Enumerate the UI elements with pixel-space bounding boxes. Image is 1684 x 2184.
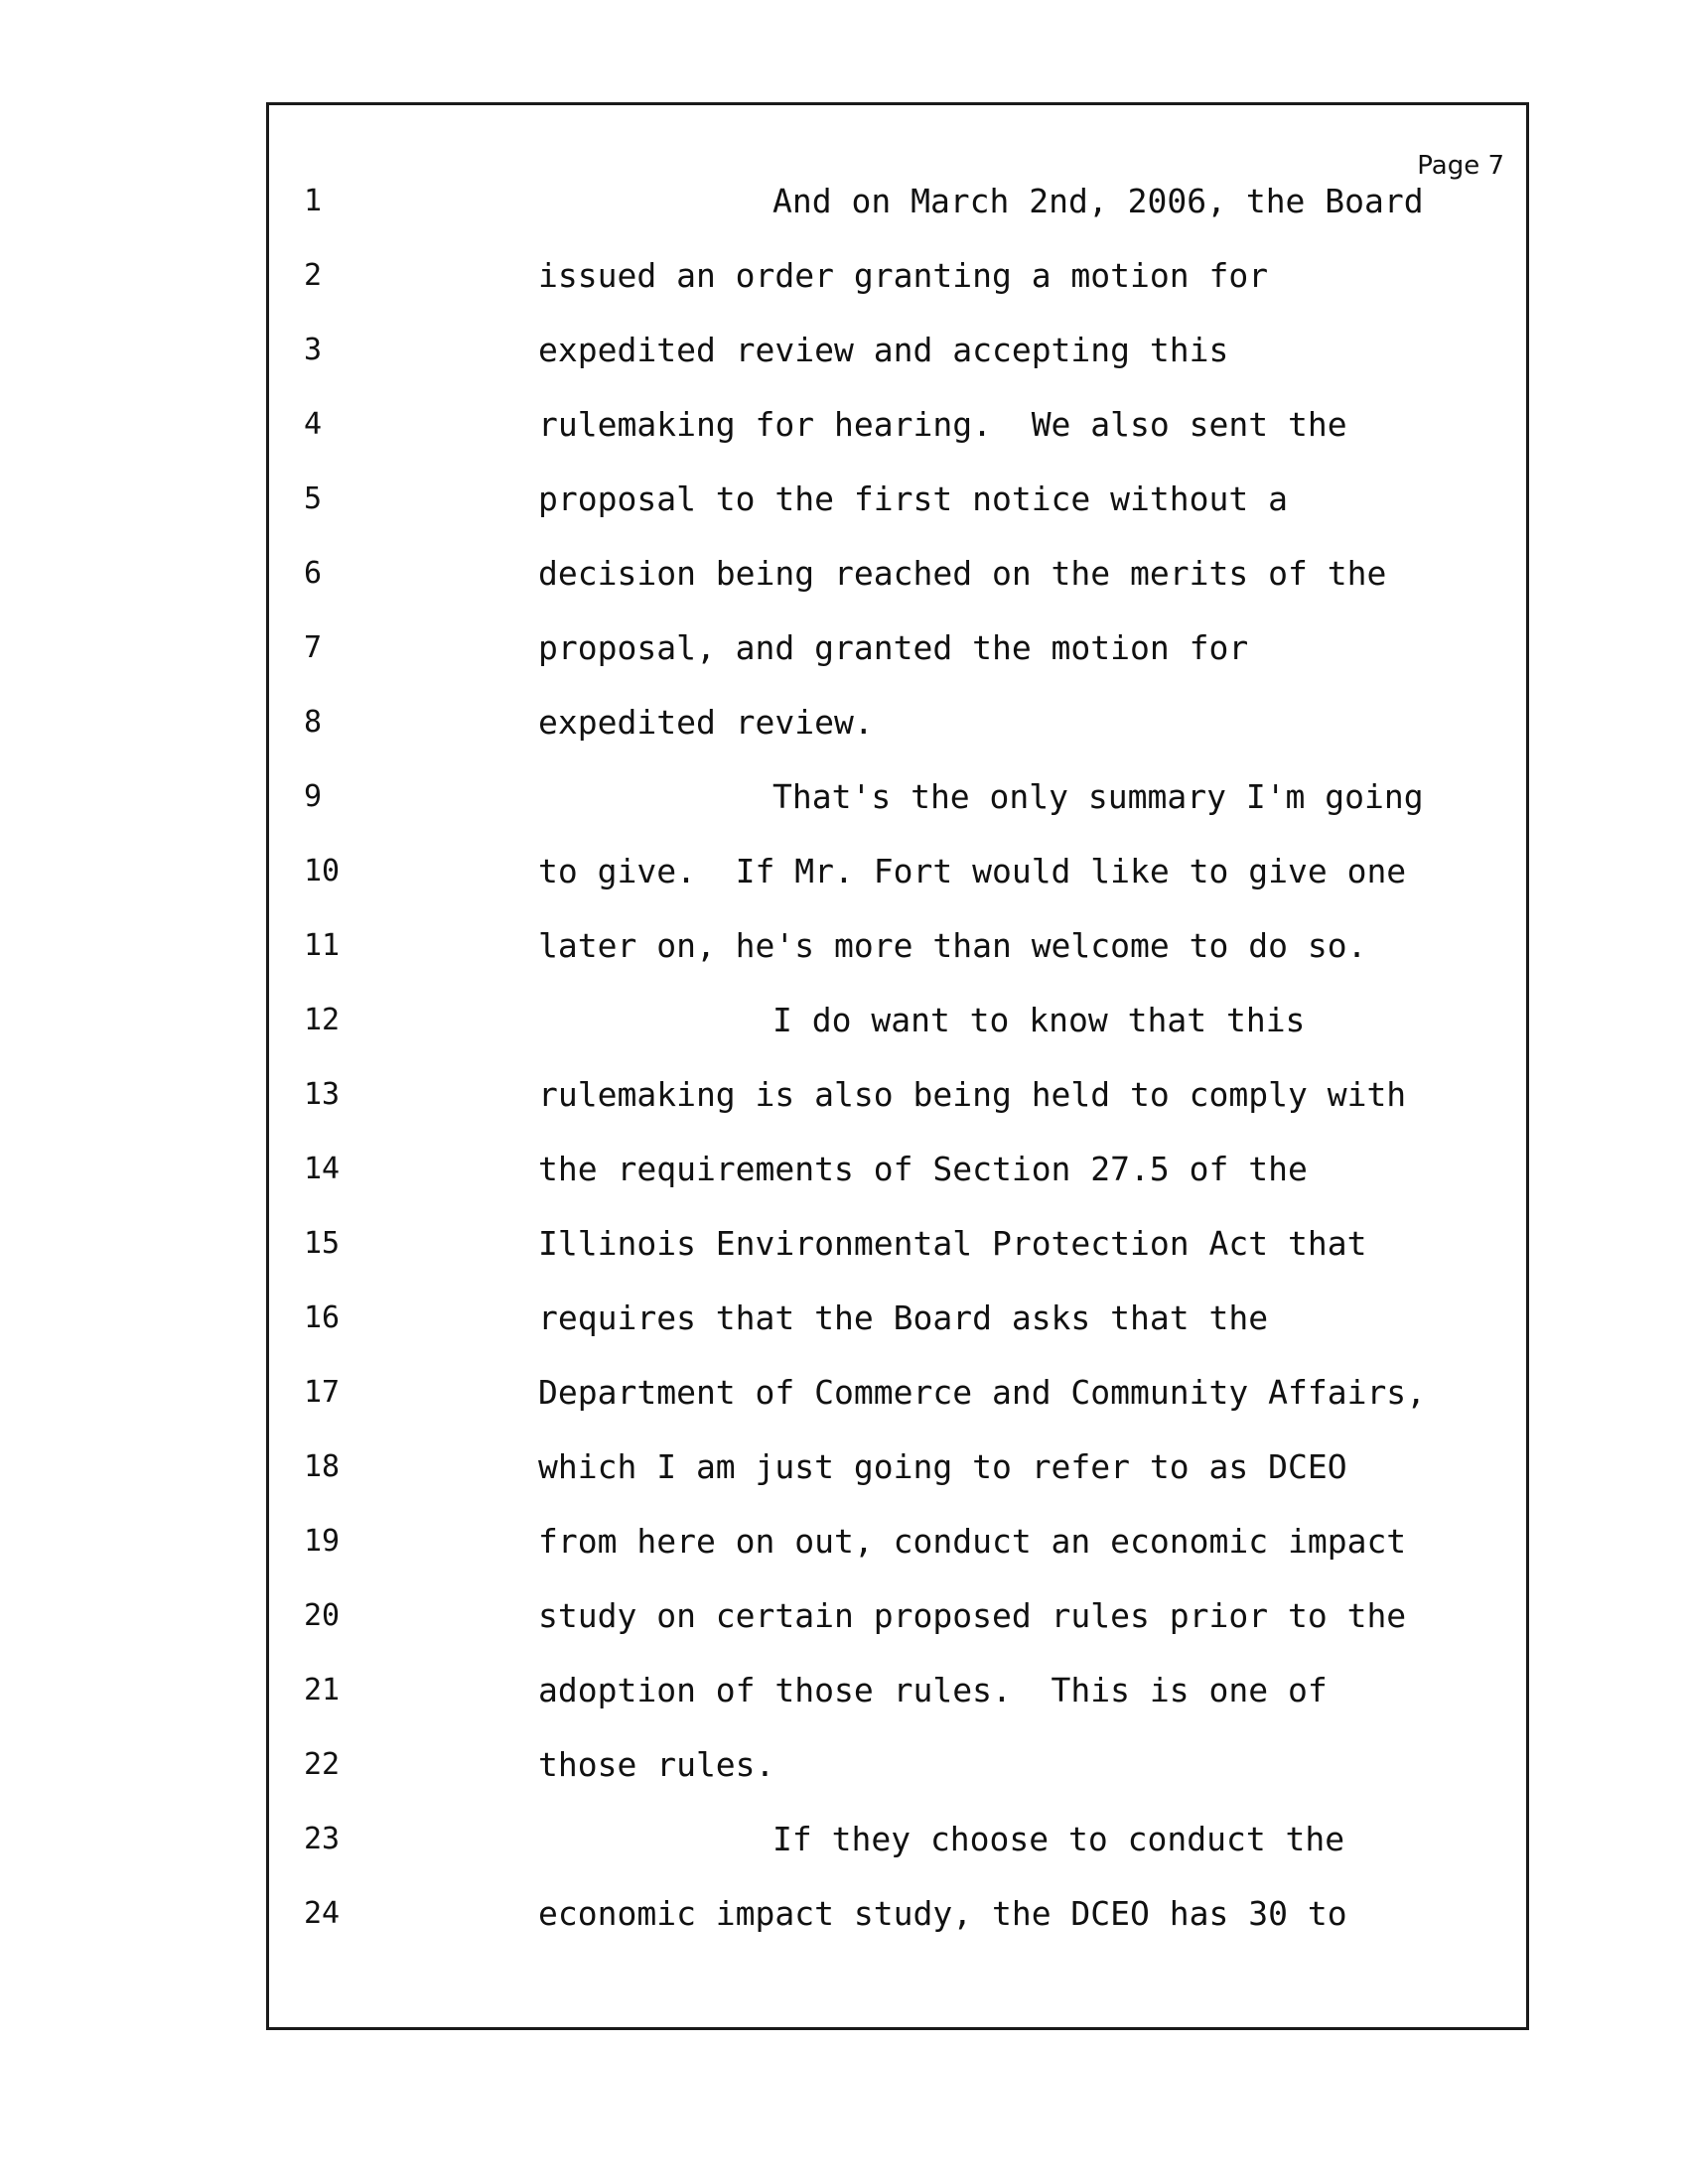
line-text: And on March 2nd, 2006, the Board bbox=[772, 182, 1424, 220]
transcript-line bbox=[269, 256, 1526, 334]
transcript-line bbox=[269, 1671, 1526, 1748]
line-number: 8 bbox=[304, 705, 323, 740]
line-number: 20 bbox=[304, 1598, 341, 1633]
transcript-line bbox=[269, 1820, 1526, 1897]
transcript-line bbox=[269, 1522, 1526, 1599]
line-text: which I am just going to refer to as DCEO bbox=[538, 1447, 1347, 1486]
transcript-line bbox=[269, 1224, 1526, 1301]
transcript-line bbox=[269, 777, 1526, 855]
line-number: 12 bbox=[304, 1003, 341, 1037]
line-text: adoption of those rules. This is one of bbox=[538, 1671, 1328, 1709]
line-number: 4 bbox=[304, 407, 323, 442]
transcript-line bbox=[269, 1894, 1526, 1972]
line-number: 18 bbox=[304, 1449, 341, 1484]
line-number: 6 bbox=[304, 556, 323, 591]
transcript-line bbox=[269, 554, 1526, 631]
transcript-line bbox=[269, 628, 1526, 706]
line-text: rulemaking for hearing. We also sent the bbox=[538, 405, 1347, 444]
line-text: If they choose to conduct the bbox=[772, 1820, 1345, 1858]
line-text: expedited review and accepting this bbox=[538, 331, 1229, 369]
transcript-line bbox=[269, 1150, 1526, 1227]
line-number: 21 bbox=[304, 1673, 341, 1707]
line-number: 9 bbox=[304, 779, 323, 814]
line-text: I do want to know that this bbox=[772, 1001, 1306, 1039]
transcript-page bbox=[266, 102, 1529, 2030]
transcript-line bbox=[269, 703, 1526, 780]
transcript-line bbox=[269, 1075, 1526, 1153]
line-number: 2 bbox=[304, 258, 323, 293]
line-number: 16 bbox=[304, 1300, 341, 1335]
line-text: Illinois Environmental Protection Act that bbox=[538, 1224, 1367, 1263]
line-text: That's the only summary I'm going bbox=[772, 777, 1424, 816]
line-number: 5 bbox=[304, 481, 323, 516]
transcript-line bbox=[269, 852, 1526, 929]
transcript-line bbox=[269, 479, 1526, 557]
transcript-line bbox=[269, 1001, 1526, 1078]
line-number: 11 bbox=[304, 928, 341, 963]
line-text: rulemaking is also being held to comply with bbox=[538, 1075, 1407, 1114]
line-text: those rules. bbox=[538, 1745, 775, 1784]
line-text: issued an order granting a motion for bbox=[538, 256, 1269, 295]
transcript-line bbox=[269, 182, 1526, 259]
line-number: 22 bbox=[304, 1747, 341, 1782]
line-number: 15 bbox=[304, 1226, 341, 1261]
line-text: later on, he's more than welcome to do so. bbox=[538, 926, 1367, 965]
line-text: to give. If Mr. Fort would like to give one bbox=[538, 852, 1407, 890]
page-number: Page 7 bbox=[1417, 151, 1504, 181]
line-number: 24 bbox=[304, 1896, 341, 1931]
transcript-line bbox=[269, 1447, 1526, 1525]
line-text: requires that the Board asks that the bbox=[538, 1298, 1269, 1337]
line-number: 17 bbox=[304, 1375, 341, 1410]
line-text: proposal to the first notice without a bbox=[538, 479, 1288, 518]
line-number: 10 bbox=[304, 854, 341, 888]
transcript-line bbox=[269, 1298, 1526, 1376]
line-number: 3 bbox=[304, 333, 323, 367]
transcript-line bbox=[269, 1596, 1526, 1674]
line-text: proposal, and granted the motion for bbox=[538, 628, 1249, 667]
transcript-line bbox=[269, 405, 1526, 482]
line-text: the requirements of Section 27.5 of the bbox=[538, 1150, 1308, 1188]
transcript-line bbox=[269, 1745, 1526, 1823]
line-number: 1 bbox=[304, 184, 323, 218]
line-text: study on certain proposed rules prior to the bbox=[538, 1596, 1407, 1635]
line-text: economic impact study, the DCEO has 30 to bbox=[538, 1894, 1347, 1933]
transcript-line bbox=[269, 1373, 1526, 1450]
transcript-line bbox=[269, 926, 1526, 1004]
line-text: Department of Commerce and Community Affairs, bbox=[538, 1373, 1427, 1412]
line-number: 23 bbox=[304, 1822, 341, 1856]
line-text: decision being reached on the merits of the bbox=[538, 554, 1387, 593]
line-text: expedited review. bbox=[538, 703, 874, 742]
line-number: 13 bbox=[304, 1077, 341, 1112]
line-number: 14 bbox=[304, 1152, 341, 1186]
line-number: 7 bbox=[304, 630, 323, 665]
line-number: 19 bbox=[304, 1524, 341, 1559]
transcript-line bbox=[269, 331, 1526, 408]
line-text: from here on out, conduct an economic impact bbox=[538, 1522, 1407, 1561]
